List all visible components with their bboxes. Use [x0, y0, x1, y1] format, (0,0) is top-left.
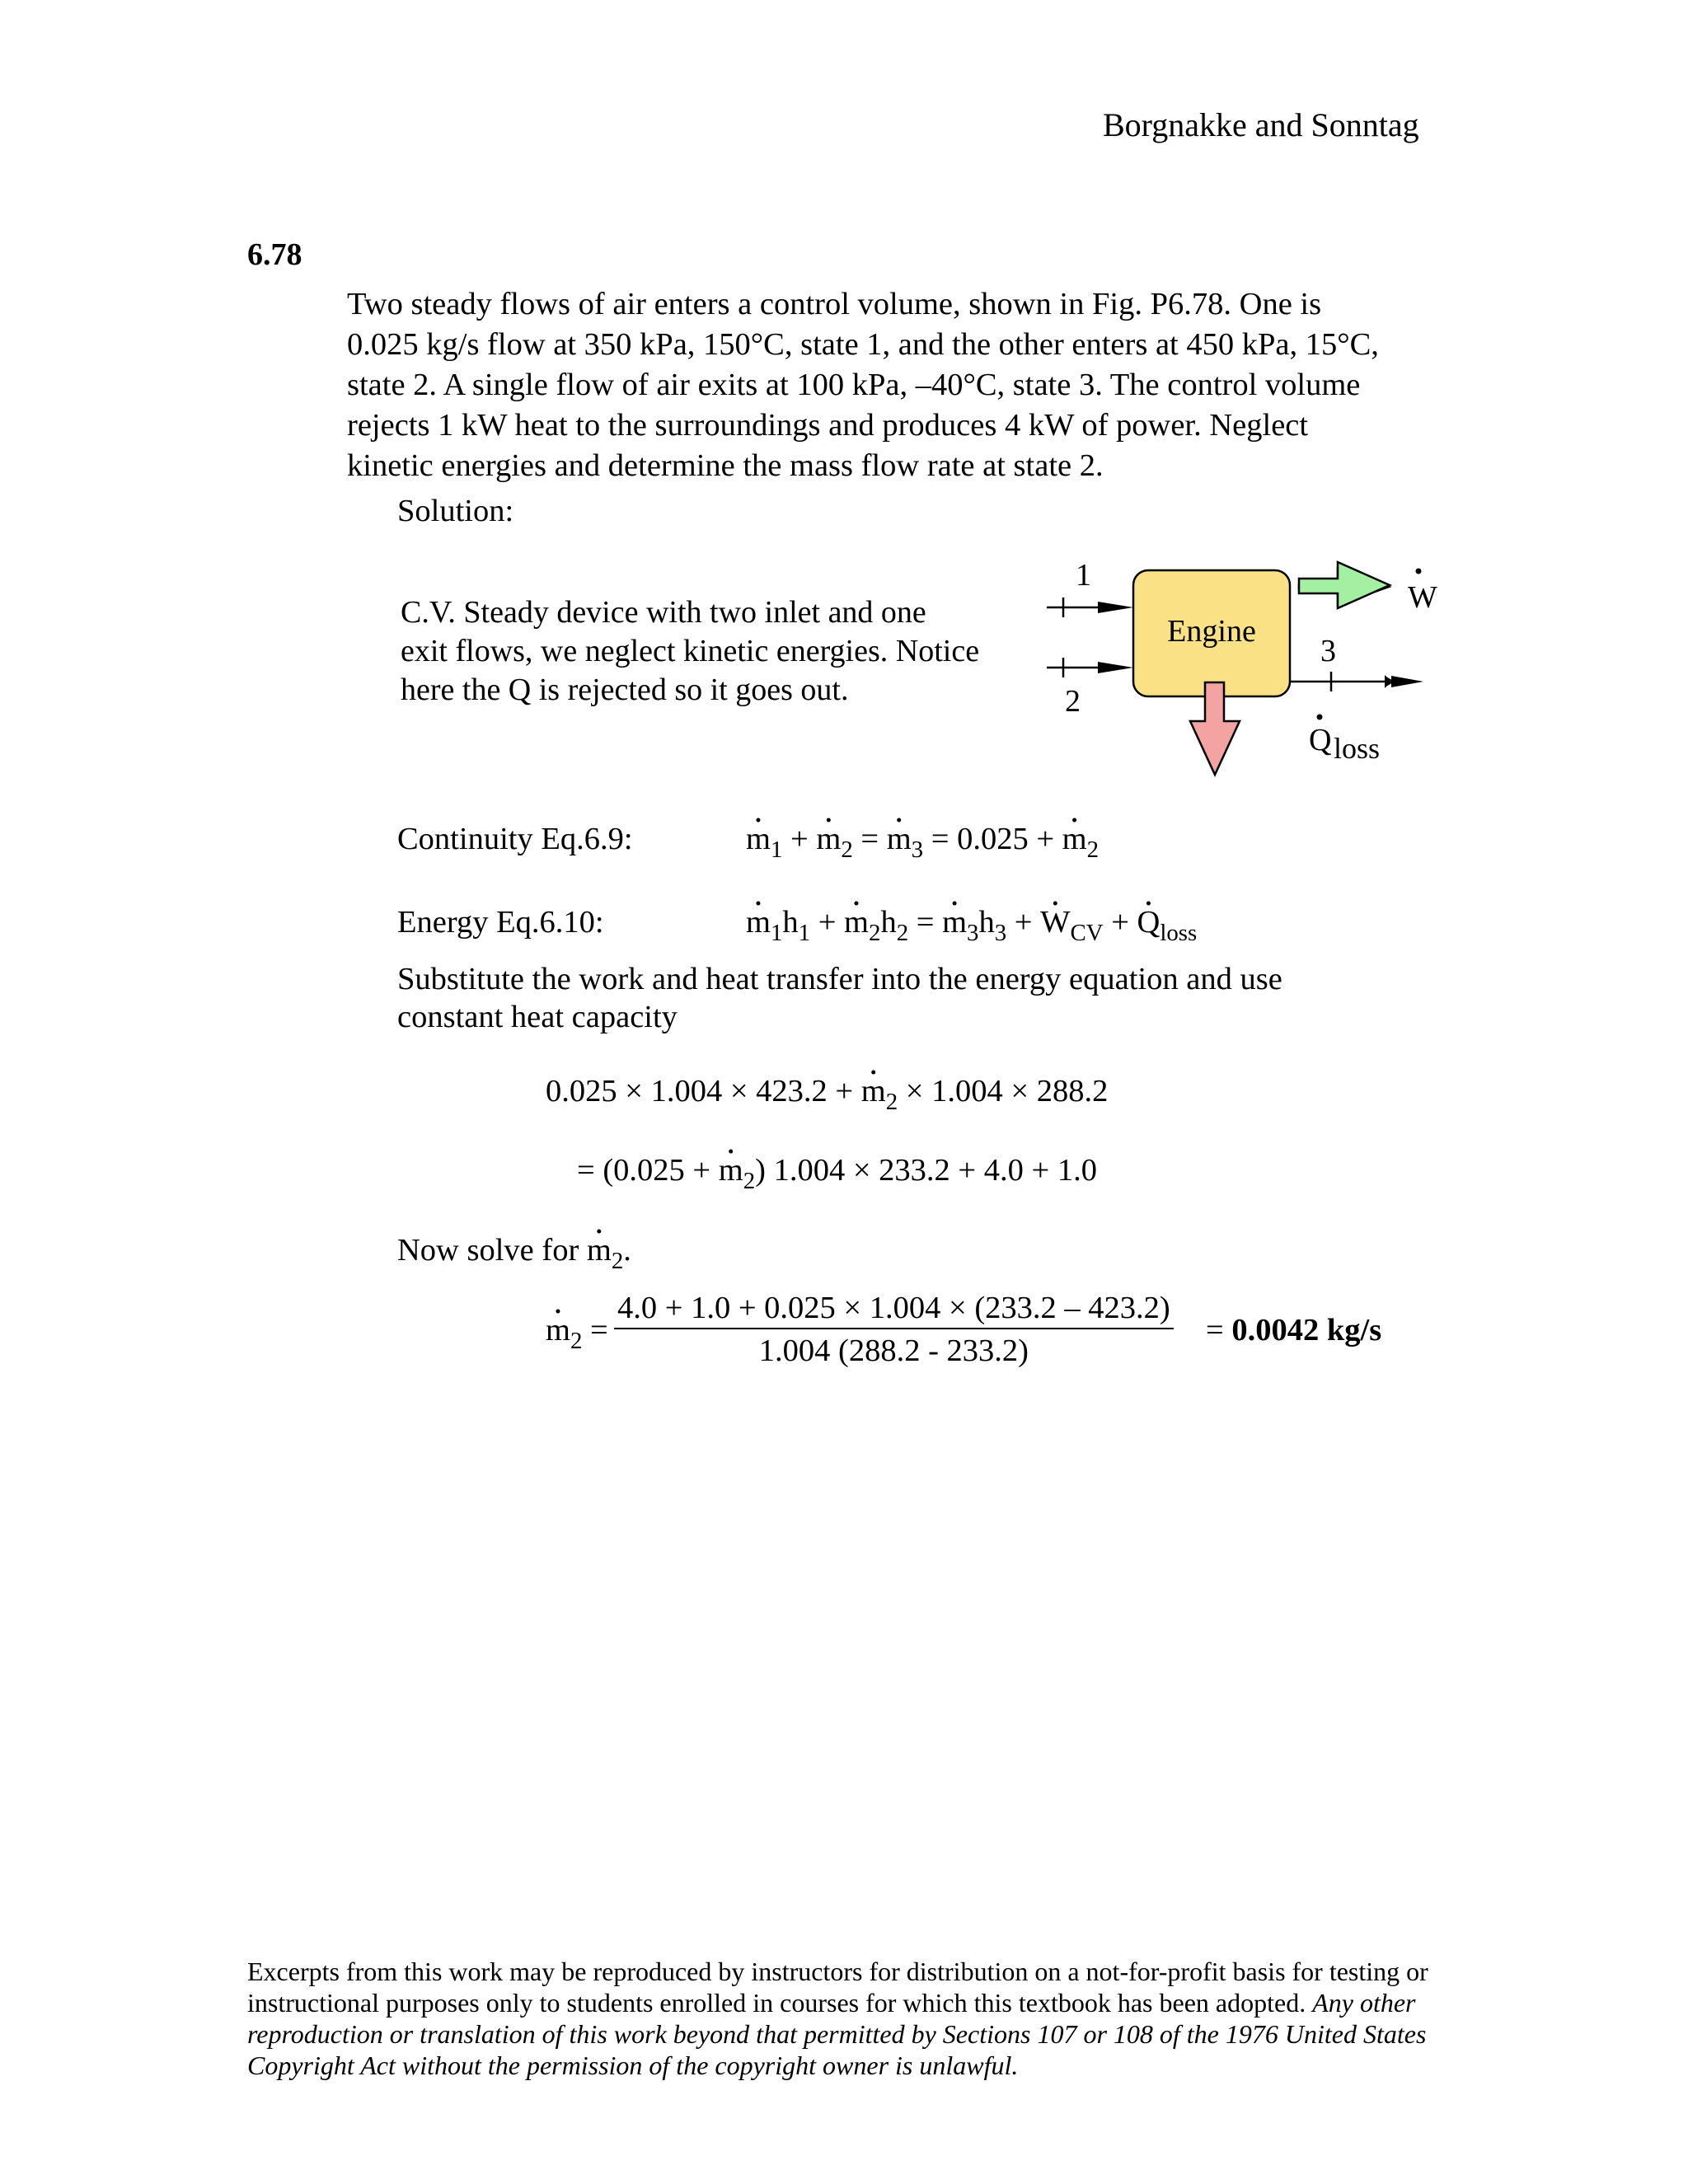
energy-label: Energy Eq.6.10: — [397, 905, 604, 940]
mass-flow-symbol: • m — [816, 821, 841, 857]
problem-number: 6.78 — [247, 237, 302, 272]
substitute-text — [397, 960, 1411, 1036]
exit-3-arrowhead — [1391, 676, 1423, 687]
problem-line: Two steady flows of air enters a control volume, shown in Fig. P6.78. One is — [347, 287, 1322, 321]
final-answer: 0.0042 kg/s — [1231, 1313, 1382, 1347]
continuity-label: Continuity Eq.6.9: — [397, 822, 633, 856]
inlet-1-arrowhead — [1098, 602, 1133, 613]
operator: = — [852, 822, 887, 856]
substituted-equation-lhs — [546, 1073, 1109, 1116]
mass-flow-symbol: • m — [587, 1232, 612, 1268]
engine-diagram — [1022, 544, 1451, 791]
subscript: 2 — [611, 1248, 624, 1275]
cv-line: exit flows, we neglect kinetic energies. Notice — [401, 634, 980, 668]
subscript: 1 — [770, 837, 783, 864]
enthalpy-symbol: h — [978, 905, 995, 940]
mass-flow-symbol: • m — [861, 1073, 886, 1109]
equation-text: 0.025 × 1.004 × 423.2 + — [546, 1074, 861, 1108]
operator: + — [782, 822, 817, 856]
problem-line: state 2. A single flow of air exits at 100 kPa, –40°C, state 3. The control volume — [347, 368, 1361, 402]
fraction-denominator: 1.004 (288.2 - 233.2) — [758, 1333, 1029, 1368]
subscript: 2 — [570, 1328, 583, 1355]
footer-normal-text: Excerpts from this work may be reproduced by instructors for distribution on a not-for-profit basis for testing or instructional purposes only to students enrolled in courses for which this textbook has been adopted. — [247, 1957, 1428, 2018]
fraction-numerator: 4.0 + 1.0 + 0.025 × 1.004 × (233.2 – 423.2) — [614, 1290, 1174, 1329]
cv-line: here the Q is rejected so it goes out. — [401, 673, 849, 707]
operator: + — [1006, 905, 1041, 940]
problem-line: rejects 1 kW heat to the surroundings and produces 4 kW of power. Neglect — [347, 408, 1309, 443]
subscript: 3 — [994, 920, 1007, 947]
problem-statement — [347, 284, 1443, 486]
operator: = — [923, 822, 958, 856]
subscript: 3 — [911, 837, 924, 864]
mass-flow-symbol: • m — [546, 1312, 570, 1348]
heat-label: Q — [1309, 723, 1332, 757]
work-label: W — [1408, 580, 1437, 615]
cv-line: C.V. Steady device with two inlet and one — [401, 595, 926, 630]
control-volume-description — [401, 593, 1027, 710]
work-arrow-shape — [1299, 562, 1390, 608]
mass-flow-symbol: • m — [719, 1152, 743, 1188]
mass-flow-symbol: • m — [844, 904, 869, 940]
work-dot-icon — [1416, 569, 1422, 574]
equals-sign: = — [582, 1313, 608, 1347]
page-header-authors: Borgnakke and Sonntag — [1103, 106, 1419, 143]
result-value — [1206, 1312, 1381, 1348]
subscript: 2 — [743, 1168, 756, 1195]
constant: 0.025 + — [957, 822, 1062, 856]
subscript: 2 — [885, 1089, 898, 1116]
heat-dot-icon — [1317, 715, 1323, 720]
solution-heading: Solution: — [397, 494, 514, 528]
heat-sub-label: loss — [1334, 732, 1381, 765]
problem-line: 0.025 kg/s flow at 350 kPa, 150°C, state 1, and the other enters at 450 kPa, 15°C, — [347, 327, 1379, 362]
subscript: CV — [1070, 920, 1104, 947]
problem-line: kinetic energies and determine the mass flow rate at state 2. — [347, 448, 1104, 483]
subscript: 2 — [841, 837, 853, 864]
subscript: 2 — [1086, 837, 1100, 864]
equals-sign: = — [1206, 1313, 1232, 1347]
work-symbol: • W — [1040, 904, 1070, 940]
result-fraction — [614, 1290, 1174, 1369]
equation-text: ) 1.004 × 233.2 + 4.0 + 1.0 — [755, 1153, 1097, 1188]
mass-flow-symbol: • m — [746, 904, 771, 940]
solve-statement — [397, 1232, 631, 1275]
engine-label: Engine — [1167, 614, 1256, 649]
copyright-footer — [247, 1956, 1442, 2081]
subscript: 1 — [798, 920, 811, 947]
continuity-equation — [746, 821, 1100, 864]
result-lhs — [546, 1312, 608, 1355]
subscript: 2 — [896, 920, 909, 947]
mass-flow-symbol: • m — [942, 904, 967, 940]
enthalpy-symbol: h — [880, 905, 897, 940]
subscript: 1 — [770, 920, 783, 947]
mass-flow-symbol: • m — [887, 821, 912, 857]
subscript: 2 — [869, 920, 881, 947]
subscript: 3 — [967, 920, 979, 947]
solve-text: Now solve for — [397, 1233, 587, 1268]
substitute-line: constant heat capacity — [397, 1000, 678, 1034]
inlet-2-arrowhead — [1098, 662, 1133, 673]
exit-3-arrowhead-base — [1385, 675, 1391, 688]
solve-end: . — [623, 1233, 631, 1268]
heat-symbol: • Q — [1137, 904, 1160, 940]
operator: + — [810, 905, 845, 940]
substitute-line: Substitute the work and heat transfer into the energy equation and use — [397, 962, 1282, 996]
mass-flow-symbol: • m — [746, 821, 771, 857]
footer-italic-text: Any other reproduction or translation of this work beyond that permitted by Sections 107 or 108 of the 1976 United States Copyright Act without the permission of the copyright owner is unlawful. — [247, 1988, 1427, 2080]
equation-text: = (0.025 + — [577, 1153, 719, 1188]
mass-flow-symbol: • m — [1062, 821, 1087, 857]
operator: = — [908, 905, 943, 940]
equation-text: × 1.004 × 288.2 — [898, 1074, 1109, 1108]
state-2-label: 2 — [1065, 684, 1081, 719]
state-3-label: 3 — [1320, 634, 1336, 668]
enthalpy-symbol: h — [782, 905, 799, 940]
operator: + — [1103, 905, 1137, 940]
subscript: loss — [1160, 920, 1198, 947]
state-1-label: 1 — [1076, 558, 1091, 593]
energy-equation — [746, 904, 1198, 947]
substituted-equation-rhs — [577, 1152, 1097, 1195]
